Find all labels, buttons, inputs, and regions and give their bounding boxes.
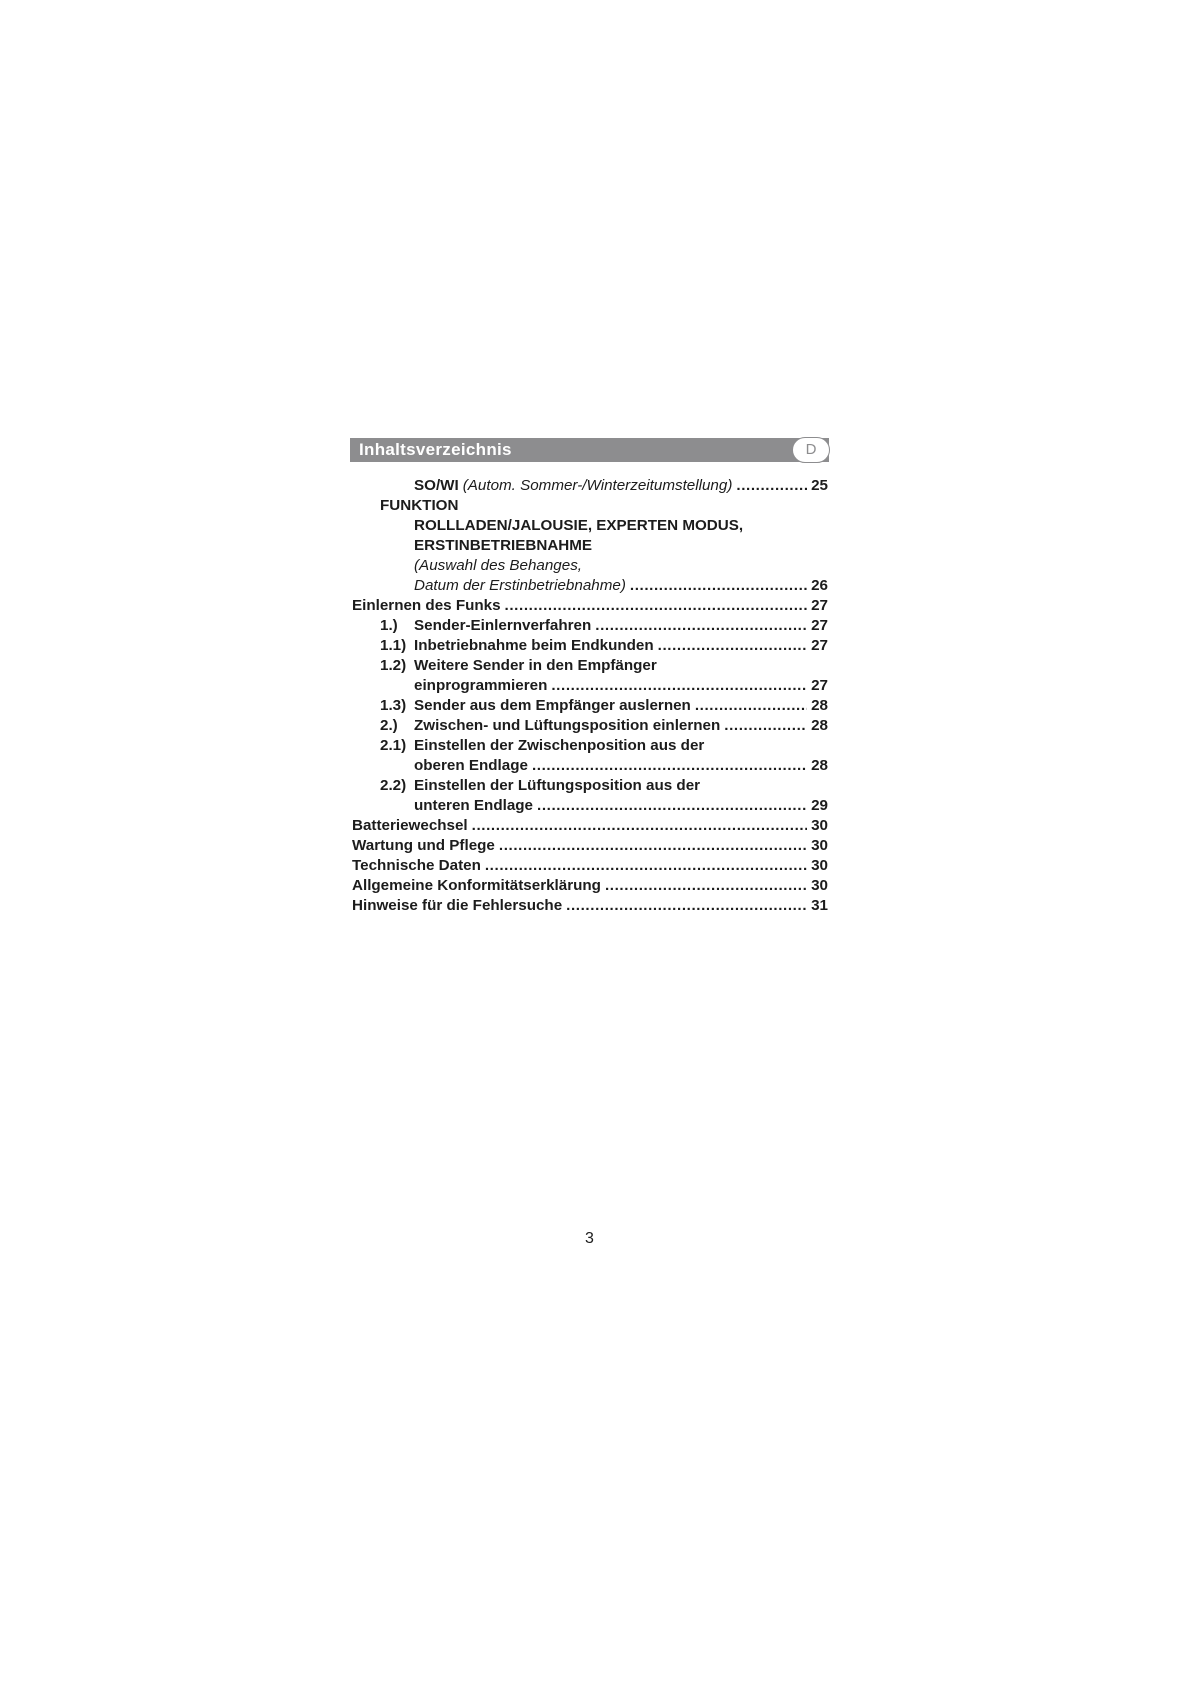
- toc-entry-number: 1.3): [380, 697, 407, 714]
- dot-leader: [724, 716, 807, 736]
- toc-entry-page: 28: [811, 697, 828, 714]
- toc-entry-title: Batteriewechsel: [352, 817, 468, 834]
- language-badge: D: [792, 437, 830, 463]
- toc-entry-title: einprogrammieren: [414, 677, 548, 694]
- toc-entry[interactable]: [352, 576, 828, 596]
- dot-leader: [566, 896, 807, 916]
- dot-leader: [472, 816, 807, 836]
- toc-entry[interactable]: [352, 516, 828, 536]
- dot-leader: [658, 636, 807, 656]
- toc-entry-page: 28: [811, 717, 828, 734]
- toc-entry[interactable]: [352, 636, 828, 656]
- toc-entry-note: (Autom. Sommer-/Winterzeitumstellung): [462, 477, 733, 494]
- toc-entry-page: 31: [811, 897, 828, 914]
- toc-entry-note: Datum der Erstinbetriebnahme): [414, 577, 626, 594]
- toc-entry-page: 28: [811, 757, 828, 774]
- toc-entry[interactable]: [352, 676, 828, 696]
- toc-entry-title: ERSTINBETRIEBNAHME: [414, 537, 593, 554]
- toc-entry-title: oberen Endlage: [414, 757, 528, 774]
- toc-entry-page: 27: [811, 617, 828, 634]
- dot-leader: [505, 596, 808, 616]
- toc-entry[interactable]: [352, 816, 828, 836]
- toc-entry[interactable]: [352, 896, 828, 916]
- toc-entry-page: 30: [811, 817, 828, 834]
- toc-entry[interactable]: [352, 736, 828, 756]
- toc-entry-page: 27: [811, 597, 828, 614]
- toc-entry-title: Sender aus dem Empfänger auslernen: [414, 697, 691, 714]
- toc-entry-number: 1.1): [380, 637, 407, 654]
- toc-entry[interactable]: [352, 476, 828, 496]
- toc-entry-page: 27: [811, 637, 828, 654]
- toc-entry[interactable]: [352, 716, 828, 736]
- toc-entry[interactable]: [352, 756, 828, 776]
- toc-entry-number: 2.2): [380, 777, 407, 794]
- toc-entry-page: 27: [811, 677, 828, 694]
- dot-leader: [736, 476, 807, 496]
- toc-entry-number: 1.2): [380, 657, 407, 674]
- toc-entry-page: 30: [811, 837, 828, 854]
- toc-entry[interactable]: [352, 856, 828, 876]
- toc-entry[interactable]: [352, 556, 828, 576]
- toc-entry-title: Wartung und Pflege: [352, 837, 495, 854]
- table-of-contents: [352, 476, 828, 916]
- toc-entry[interactable]: [352, 616, 828, 636]
- toc-entry-title: Allgemeine Konformitätserklärung: [352, 877, 601, 894]
- toc-entry-title: Einstellen der Zwischenposition aus der: [414, 737, 705, 754]
- page-number: 3: [585, 1230, 594, 1247]
- toc-entry[interactable]: [352, 596, 828, 616]
- toc-header-bar: [350, 438, 829, 462]
- toc-entry[interactable]: [352, 836, 828, 856]
- toc-entry[interactable]: [352, 656, 828, 676]
- toc-entry-page: 26: [811, 577, 828, 594]
- toc-entry-title: Sender-Einlernverfahren: [414, 617, 592, 634]
- toc-entry[interactable]: [352, 536, 828, 556]
- dot-leader: [537, 796, 807, 816]
- toc-entry-title: Einstellen der Lüftungsposition aus der: [414, 777, 701, 794]
- toc-entry-page: 29: [811, 797, 828, 814]
- dot-leader: [551, 676, 807, 696]
- toc-entry-number: 2.): [380, 717, 398, 734]
- dot-leader: [605, 876, 807, 896]
- toc-entry-note: (Auswahl des Behanges,: [414, 557, 583, 574]
- toc-entry-page: 30: [811, 877, 828, 894]
- dot-leader: [485, 856, 807, 876]
- toc-entry-title: Technische Daten: [352, 857, 481, 874]
- toc-entry-page: 30: [811, 857, 828, 874]
- toc-entry-title: Hinweise für die Fehlersuche: [352, 897, 563, 914]
- toc-entry-number: 2.1): [380, 737, 407, 754]
- toc-entry[interactable]: [352, 776, 828, 796]
- toc-entry-title: Einlernen des Funks: [352, 597, 501, 614]
- dot-leader: [630, 576, 807, 596]
- toc-entry[interactable]: [352, 876, 828, 896]
- toc-entry-title: Inbetriebnahme beim Endkunden: [414, 637, 654, 654]
- dot-leader: [499, 836, 807, 856]
- dot-leader: [595, 616, 807, 636]
- toc-title: Inhaltsverzeichnis: [359, 440, 512, 459]
- toc-entry-title: Weitere Sender in den Empfänger: [414, 657, 657, 674]
- dot-leader: [532, 756, 807, 776]
- toc-entry-number: 1.): [380, 617, 398, 634]
- toc-entry-page: 25: [811, 477, 828, 494]
- toc-entry-title: unteren Endlage: [414, 797, 533, 814]
- toc-entry[interactable]: [352, 796, 828, 816]
- toc-entry-title: FUNKTION: [380, 497, 459, 514]
- toc-entry[interactable]: [352, 496, 828, 516]
- toc-entry[interactable]: [352, 696, 828, 716]
- toc-entry-title: SO/WI: [414, 477, 459, 494]
- toc-entry-title: Zwischen- und Lüftungsposition einlernen: [414, 717, 721, 734]
- dot-leader: [695, 696, 807, 716]
- toc-entry-title: ROLLLADEN/JALOUSIE, EXPERTEN MODUS,: [414, 517, 744, 534]
